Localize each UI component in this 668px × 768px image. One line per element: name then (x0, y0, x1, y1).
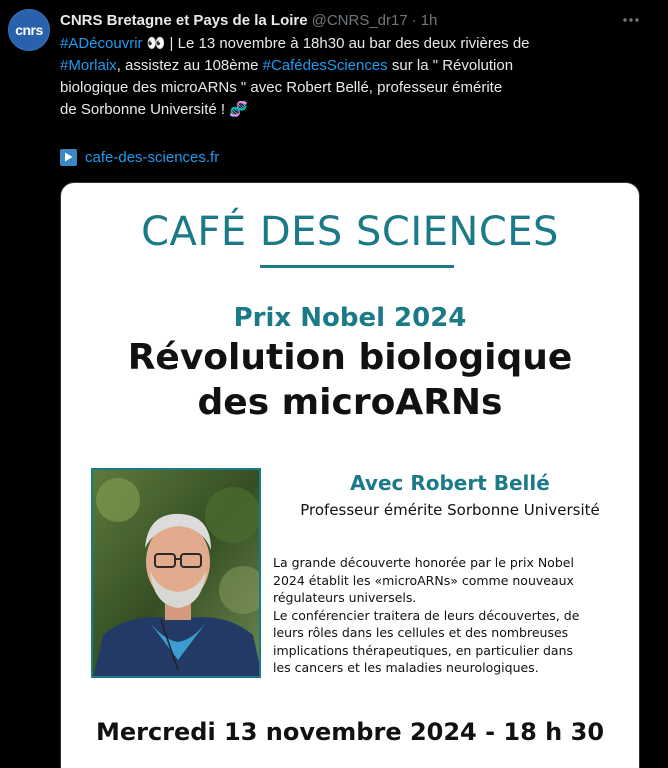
external-link[interactable] (60, 146, 219, 168)
tweet-text-segment: biologique des microARNs " avec Robert Bellé, professeur émérite (60, 79, 503, 96)
timestamp[interactable]: 1h (420, 11, 438, 29)
avatar[interactable] (8, 9, 50, 51)
play-button-icon (60, 149, 77, 166)
tweet-header (60, 9, 437, 31)
avatar-logo-text: cnrs (15, 22, 43, 38)
event-date: Mercredi 13 novembre 2024 - 18 h 30 (95, 718, 605, 746)
description-line: La grande découverte honorée par le prix Nobel (273, 555, 574, 570)
dna-emoji: 🧬 (229, 101, 248, 118)
eyes-emoji: 👀 (146, 35, 166, 52)
link-text[interactable]: cafe-des-sciences.fr (85, 148, 220, 166)
description-line: 2024 établit les «microARNs» comme nouveaux (273, 572, 574, 588)
poster-description (273, 554, 633, 677)
speaker-name: Avec Robert Bellé (350, 471, 550, 495)
speaker-photo (91, 468, 261, 678)
tweet-text-segment: sur la " Révolution (387, 57, 514, 74)
poster-title: CAFÉ DES SCIENCES (141, 209, 559, 255)
description-line: implications thérapeutiques, en particulier dans (273, 642, 573, 658)
speaker-role: Professeur émérite Sorbonne Université (300, 501, 600, 519)
hashtag-link[interactable]: #Morlaix (60, 57, 117, 74)
tweet-text-segment: , assistez au 108ème (116, 57, 263, 74)
tweet-text-segment: de Sorbonne Université ! (60, 101, 226, 118)
poster-subtitle: Prix Nobel 2024 (233, 303, 467, 333)
headline-line: Révolution biologique (127, 337, 573, 378)
headline-line: des microARNs (197, 382, 503, 423)
title-underline (260, 265, 454, 268)
author-handle[interactable]: @CNRS_dr17 (311, 11, 408, 29)
description-line: régulateurs universels. (273, 590, 417, 605)
description-line: leurs rôles dans les cellules et des nombreuses (273, 625, 569, 640)
more-options-icon[interactable] (620, 9, 642, 31)
description-line: Le conférencier traitera de leurs découvertes, de (273, 607, 580, 623)
separator: · (411, 11, 417, 29)
tweet-text-segment: | Le 13 novembre à 18h30 au bar des deux rivières de (165, 35, 530, 52)
description-line: les cancers et les maladies neurologiques. (273, 660, 539, 675)
hashtag-link[interactable]: #CafédesSciences (262, 57, 388, 74)
author-name[interactable]: CNRS Bretagne et Pays de la Loire (60, 11, 308, 29)
hashtag-link[interactable]: #ADécouvrir (60, 35, 143, 52)
tweet-text (60, 33, 620, 121)
poster-headline (61, 335, 639, 425)
poster-image[interactable] (60, 182, 640, 768)
